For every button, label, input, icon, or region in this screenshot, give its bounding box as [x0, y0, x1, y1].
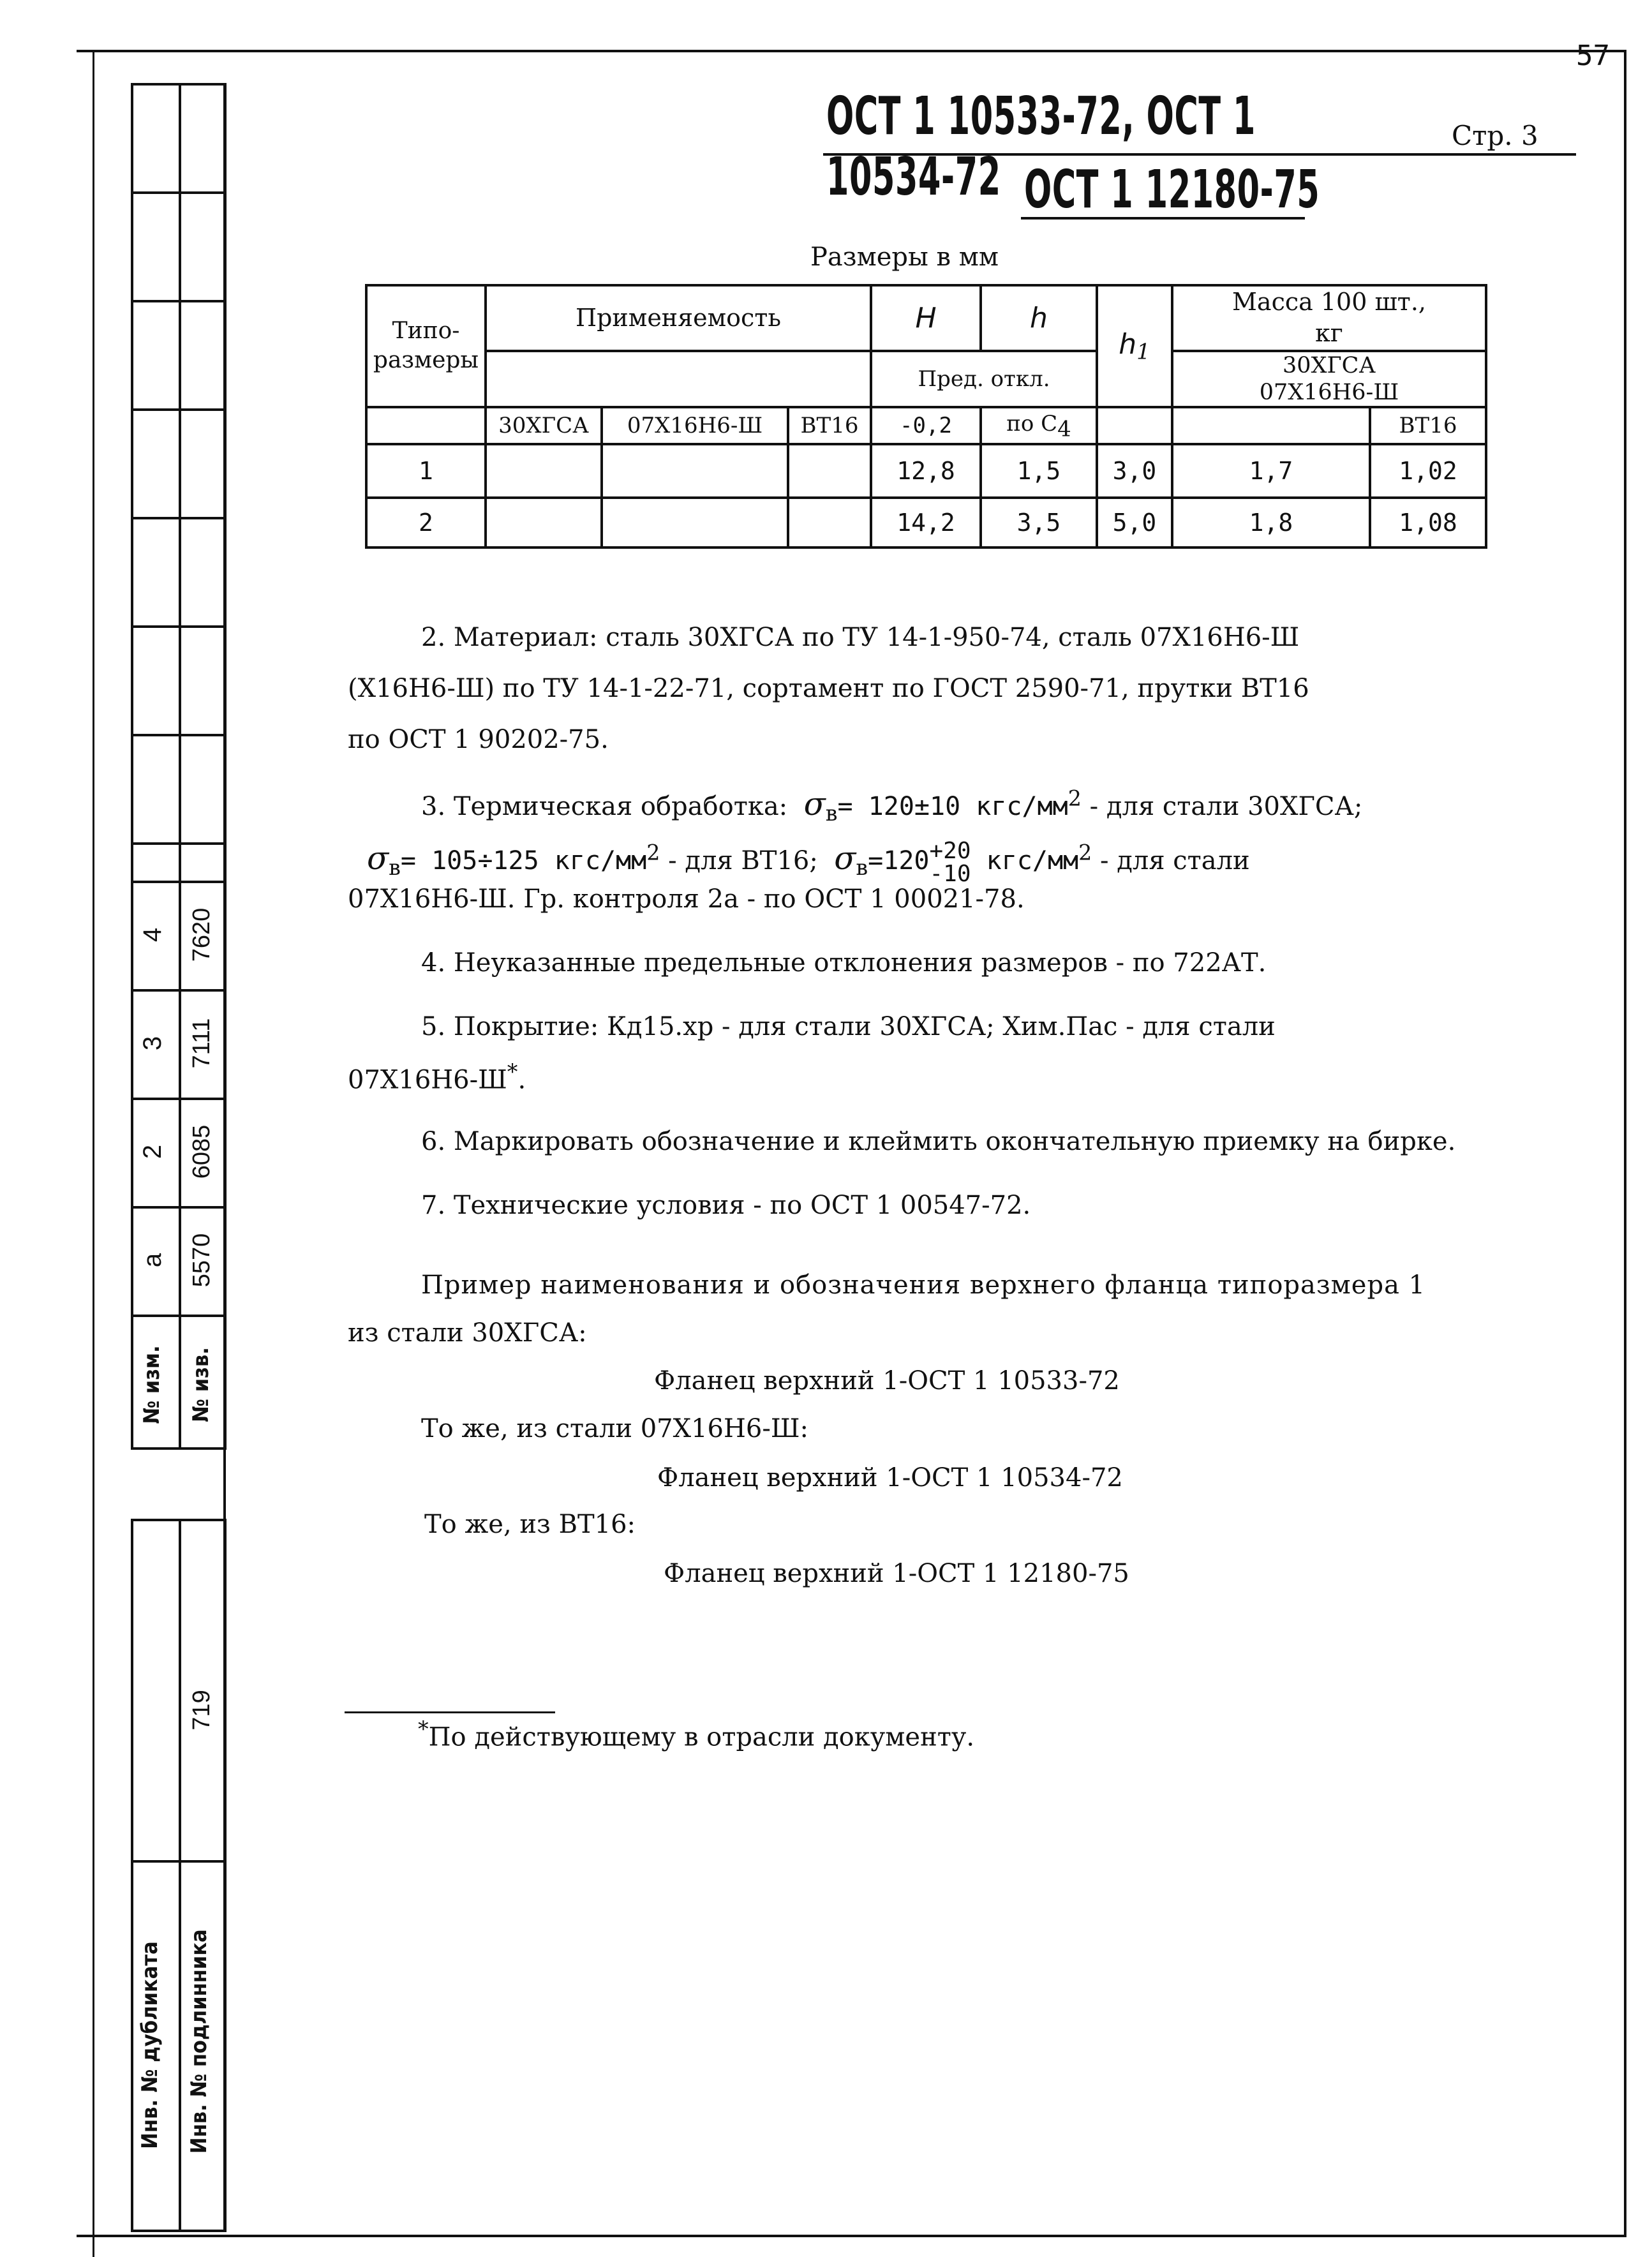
revision-stamp-divider — [179, 83, 181, 1450]
header-mat-vt16: ВТ16 — [788, 407, 871, 444]
note-2-line-1: 2. Материал: сталь 30ХГСА по ТУ 14-1-950-74, сталь 07Х16Н6-Ш — [421, 623, 1300, 652]
cell-empty — [788, 498, 871, 547]
note-2-line-3: по ОСТ 1 90202-75. — [348, 725, 609, 754]
note-3-title: 3. Термическая обработка: — [421, 792, 788, 821]
note-3-tail-3: - для стали — [1092, 846, 1250, 875]
cell-empty — [486, 498, 602, 547]
revision-izv: 5570 — [188, 1233, 215, 1288]
example-also-2: То же, из ВТ16: — [424, 1510, 636, 1539]
sigma-sub: в — [825, 801, 838, 826]
header-h-tolerance — [981, 407, 1097, 444]
example-intro-line-2: из стали 30ХГСА: — [348, 1318, 587, 1348]
revision-izv: 6085 — [188, 1124, 215, 1179]
note-2-line-2: (Х16Н6-Ш) по ТУ 14-1-22-71, сортамент по ГОСТ 2590-71, прутки ВТ16 — [348, 674, 1309, 703]
cell-mass-steel: 1,7 — [1172, 444, 1370, 498]
note-5-line-1: 5. Покрытие: Кд15.хр - для стали 30ХГСА; Хим.Пас - для стали — [421, 1012, 1276, 1041]
stamp-line — [131, 881, 227, 883]
sigma-sub: в — [856, 855, 868, 880]
revision-izv: 7620 — [188, 907, 215, 962]
tolerance-lower: -10 — [929, 861, 971, 887]
example-also-1: То же, из стали 07Х16Н6-Ш: — [421, 1414, 808, 1443]
stamp-line — [131, 300, 227, 302]
revision-izv: 7111 — [188, 1018, 215, 1069]
stamp-line — [131, 1206, 227, 1209]
example-designation-2: Фланец верхний 1-ОСТ 1 10534-72 — [657, 1463, 1123, 1493]
cell-mass-vt16: 1,02 — [1370, 444, 1486, 498]
page-number: 57 — [1576, 40, 1610, 72]
footnote-text: По действующему в отрасли документу. — [428, 1722, 975, 1752]
tolerance-stack — [930, 840, 971, 886]
inventory-original-label: Инв. № подлинника — [186, 1929, 212, 2154]
stamp-line — [131, 408, 227, 411]
cell-h1: 3,0 — [1097, 444, 1172, 498]
stamp-line — [131, 842, 227, 845]
footnote-star: * — [507, 1059, 518, 1084]
footnote-rule — [345, 1711, 555, 1713]
cell-empty — [602, 498, 788, 547]
page-reference: Стр. 3 — [1452, 120, 1538, 151]
sigma-symbol: σ — [803, 786, 826, 823]
note-3-value-2: = 105÷125 кгс/мм — [400, 846, 647, 875]
header-h1-letter: h — [1119, 327, 1137, 361]
dimensions-table — [365, 284, 1487, 549]
note-3-tail-2: - для ВТ16; — [660, 846, 818, 875]
note-5-line-2 — [348, 1059, 526, 1095]
cell-mass-steel: 1,8 — [1172, 498, 1370, 547]
header-applicability: Применяемость — [486, 285, 871, 351]
sigma-sub: в — [389, 855, 401, 880]
header-H: H — [871, 285, 981, 351]
example-designation-3: Фланец верхний 1-ОСТ 1 12180-75 — [664, 1559, 1129, 1588]
cell-h: 3,5 — [981, 498, 1097, 547]
footnote-mark: * — [418, 1717, 429, 1741]
sigma-symbol: σ — [367, 840, 389, 877]
table-row — [366, 498, 1486, 547]
header-tolerance: Пред. откл. — [871, 351, 1097, 407]
note-3-line-3: 07Х16Н6-Ш. Гр. контроля 2а - по ОСТ 1 00021-78. — [348, 884, 1025, 914]
blank-cell — [602, 351, 788, 407]
header-rule — [823, 153, 1576, 156]
inventory-duplicate-label: Инв. № дубликата — [137, 1941, 163, 2149]
note-6: 6. Маркировать обозначение и клеймить окончательную приемку на бирке. — [421, 1127, 1456, 1156]
header-rule-2 — [1021, 217, 1305, 220]
stamp-line — [131, 625, 227, 628]
sup-2: 2 — [1068, 786, 1082, 811]
note-3-tail-1: - для стали 30ХГСА; — [1081, 792, 1363, 821]
example-designation-1: Фланец верхний 1-ОСТ 1 10533-72 — [654, 1366, 1120, 1396]
footnote — [418, 1717, 974, 1752]
revision-izm: а — [138, 1253, 167, 1268]
cell-H: 12,8 — [871, 444, 981, 498]
blank-cell — [1097, 407, 1172, 444]
header-h1-sub: 1 — [1136, 339, 1150, 365]
note-5-dot: . — [517, 1065, 526, 1095]
header-mat-30hgsa: 30ХГСА — [486, 407, 602, 444]
cell-type: 2 — [366, 498, 486, 547]
blank-cell — [788, 351, 871, 407]
note-3-line-1 — [421, 785, 1362, 826]
cell-H: 14,2 — [871, 498, 981, 547]
stamp-line — [131, 1315, 227, 1317]
revision-izm: 3 — [138, 1036, 167, 1051]
note-3-value-3: =120 — [868, 846, 930, 875]
header-mass-steel: 30ХГСА 07Х16Н6-Ш — [1172, 351, 1486, 407]
header-mass-vt16: ВТ16 — [1370, 407, 1486, 444]
cell-h: 1,5 — [981, 444, 1097, 498]
inventory-original-number: 719 — [188, 1690, 215, 1731]
stamp-line — [131, 989, 227, 992]
cell-h1: 5,0 — [1097, 498, 1172, 547]
stamp-line — [131, 1860, 227, 1863]
blank-cell — [486, 351, 602, 407]
header-mat-07h16n6: 07Х16Н6-Ш — [602, 407, 788, 444]
cell-empty — [602, 444, 788, 498]
cell-empty — [788, 444, 871, 498]
cell-type: 1 — [366, 444, 486, 498]
standards-title-2: ОСТ 1 12180-75 — [1024, 160, 1320, 220]
stamp-line — [131, 1098, 227, 1100]
note-3-line-2 — [367, 839, 1250, 886]
sigma-symbol: σ — [834, 840, 856, 877]
note-5-material: 07Х16Н6-Ш — [348, 1065, 507, 1095]
header-type-sizes: Типо- размеры — [366, 285, 486, 407]
cell-mass-vt16: 1,08 — [1370, 498, 1486, 547]
blank-cell — [366, 407, 486, 444]
stamp-line — [131, 734, 227, 736]
h-tol-sub: 4 — [1057, 417, 1071, 443]
blank-cell — [1172, 407, 1370, 444]
cell-empty — [486, 444, 602, 498]
note-7: 7. Технические условия - по ОСТ 1 00547-72. — [421, 1191, 1031, 1220]
tolerance-upper: +20 — [929, 838, 971, 864]
h-tol-text: по С — [1006, 411, 1058, 437]
table-caption: Размеры в мм — [810, 242, 999, 272]
stamp-line — [131, 517, 227, 519]
header-mass: Масса 100 шт., кг — [1172, 285, 1486, 351]
header-h1 — [1097, 285, 1172, 407]
standards-title: ОСТ 1 10533-72, ОСТ 1 10534-72 — [826, 86, 1256, 207]
note-3-value-1: = 120±10 кгс/мм — [837, 792, 1068, 821]
note-4: 4. Неуказанные предельные отклонения размеров - по 722АТ. — [421, 948, 1267, 978]
left-edge-line — [93, 50, 94, 2257]
sup-2: 2 — [646, 840, 660, 865]
inventory-stamp-divider — [179, 1519, 181, 2232]
stamp-line — [131, 191, 227, 194]
note-3-unit: кгс/мм — [971, 846, 1079, 875]
revision-izm: 4 — [138, 927, 167, 942]
revision-izm: 2 — [138, 1144, 167, 1159]
example-intro-line-1: Пример наименования и обозначения верхнего фланца типоразмера 1 — [421, 1270, 1426, 1300]
header-H-tolerance: -0,2 — [871, 407, 981, 444]
izm-label: № изм. — [139, 1345, 165, 1424]
header-h: h — [981, 285, 1097, 351]
sup-2: 2 — [1078, 840, 1092, 865]
izv-label: № изв. — [188, 1347, 214, 1422]
table-row — [366, 444, 1486, 498]
